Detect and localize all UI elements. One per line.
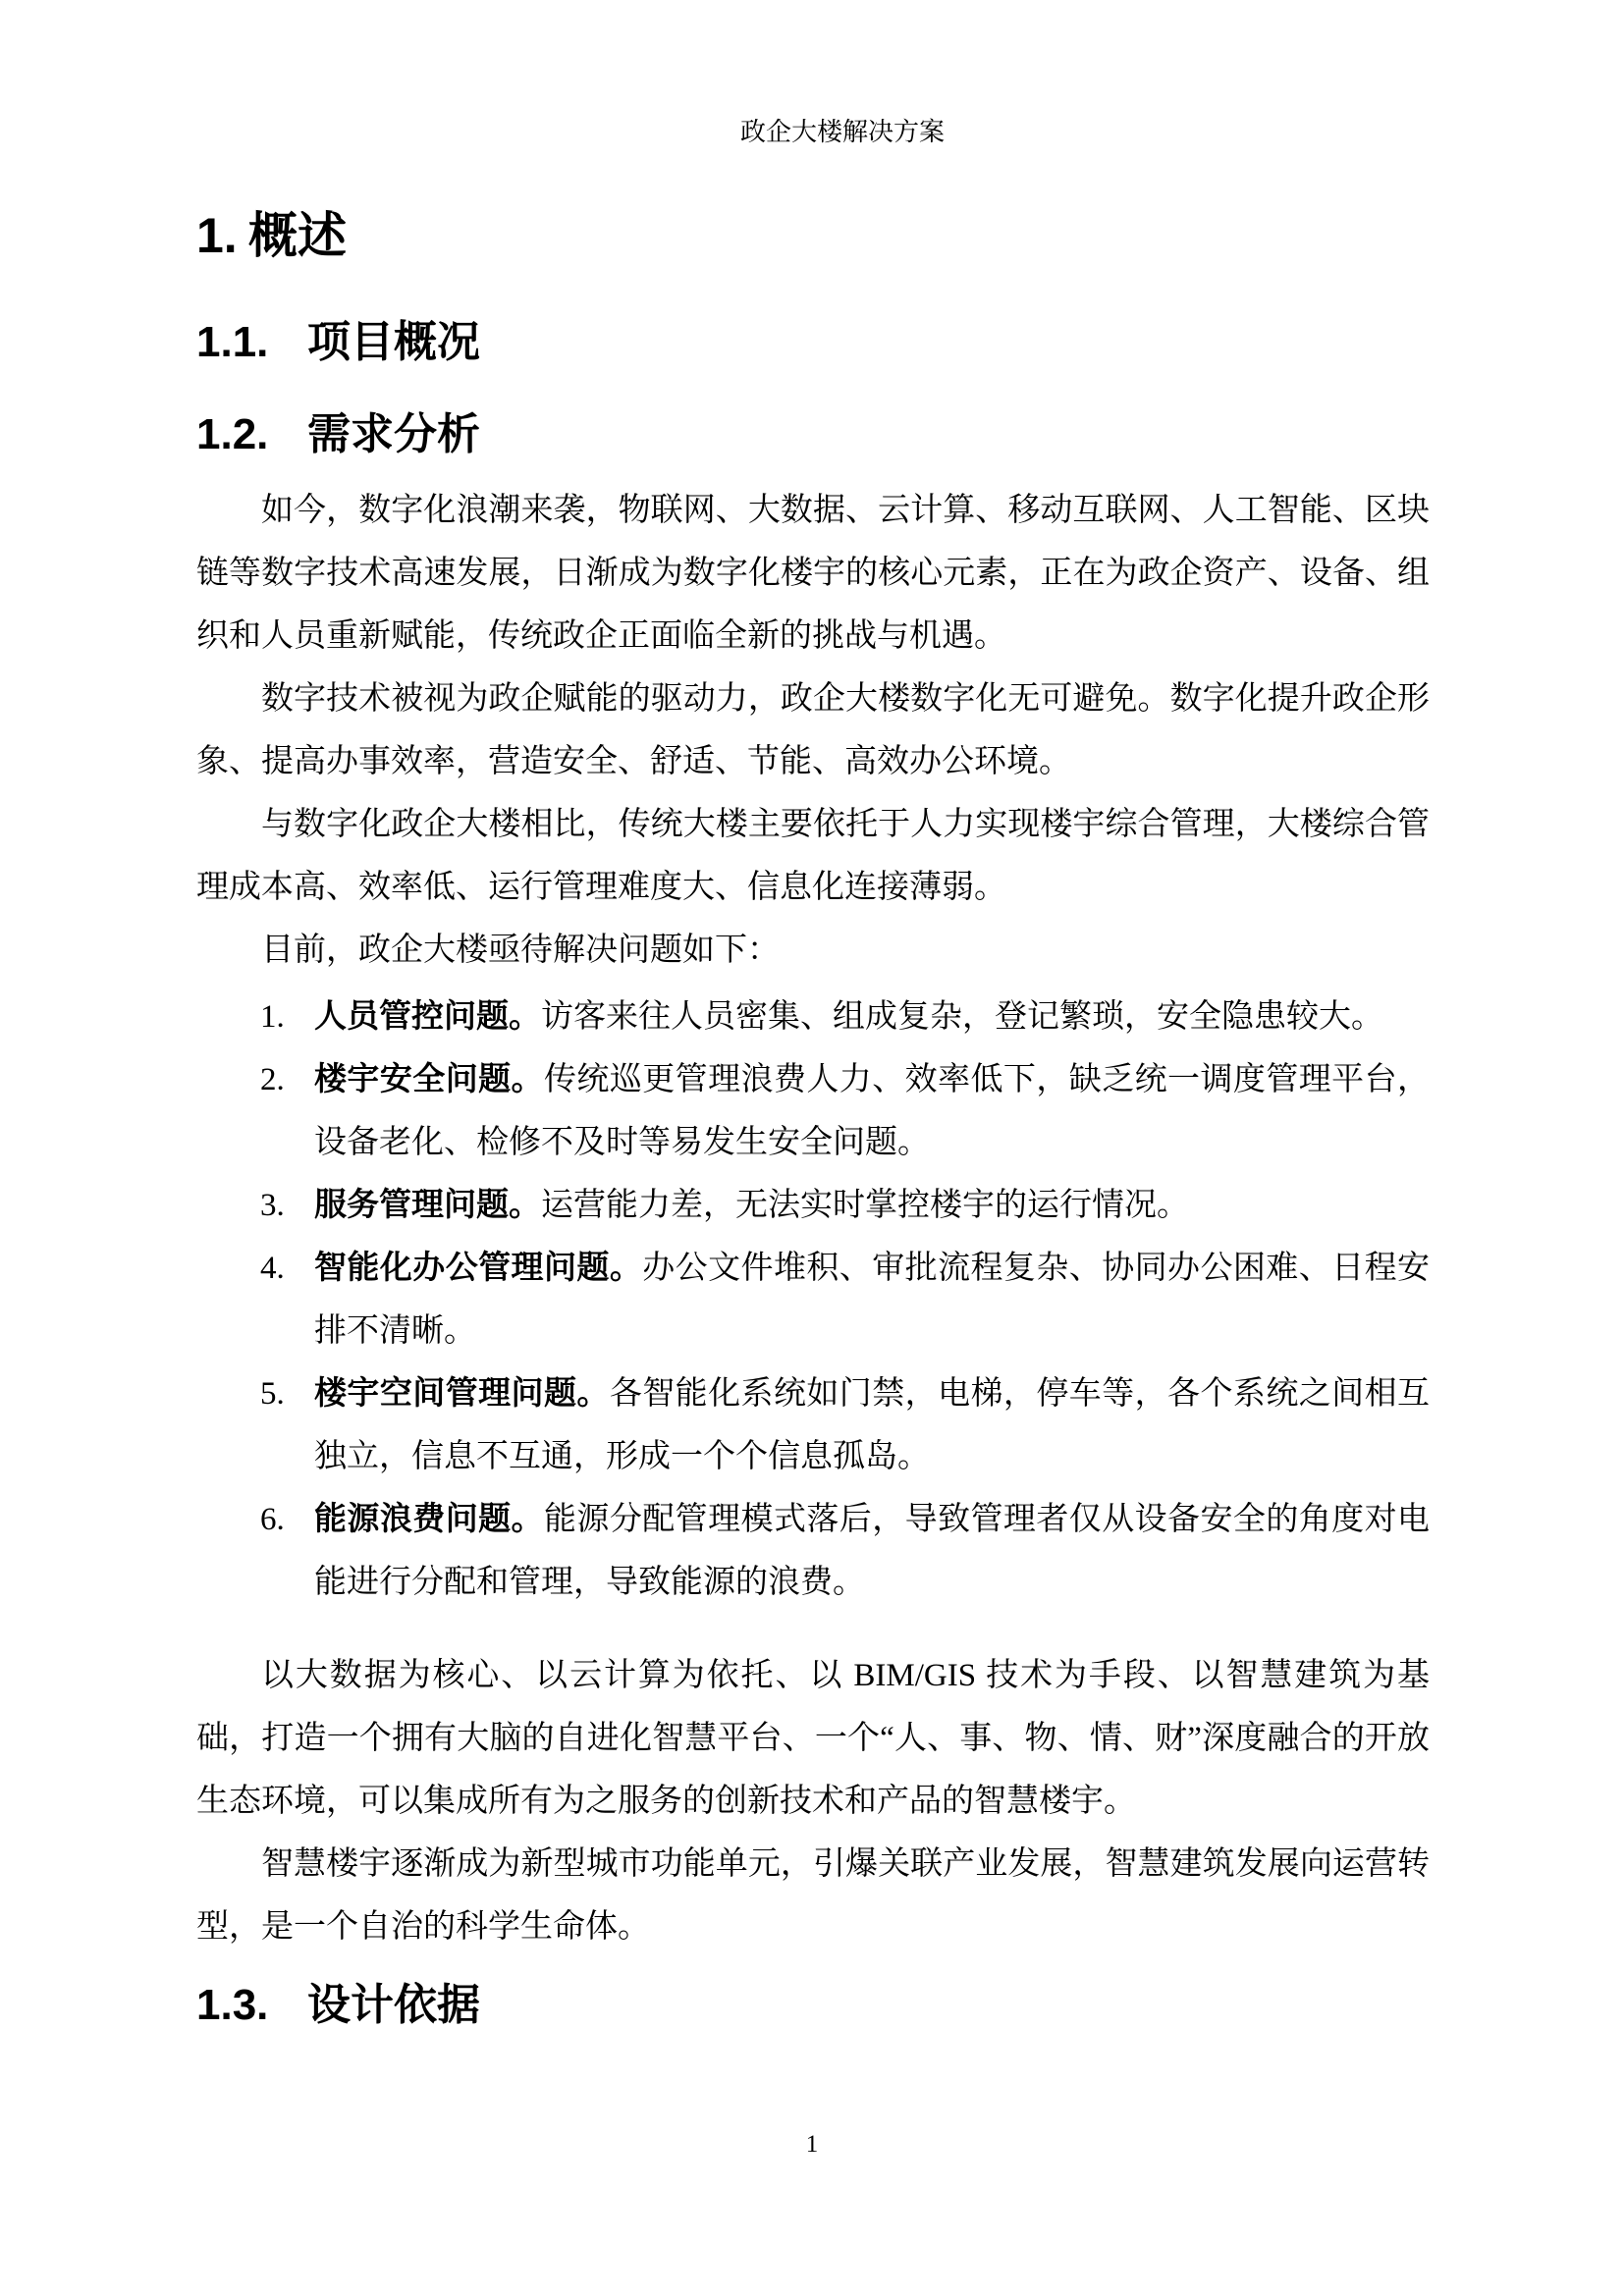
paragraph-smart-platform: 以大数据为核心、以云计算为依托、以 BIM/GIS 技术为手段、以智慧建筑为基础，打造一个拥有大脑的自进化智慧平台、一个“人、事、物、情、财”深度融合的开放生态环境，可以集成所有为之服务的创新技术和产品的智慧楼宇。 [196, 1658, 1430, 1819]
paragraph-digital-driver: 数字技术被视为政企赋能的驱动力，政企大楼数字化无可避免。数字化提升政企形象、提高办事效率，营造安全、舒适、节能、高效办公环境。 [196, 681, 1430, 779]
issue-number: 2. [260, 1062, 285, 1097]
issue-number: 1. [260, 999, 285, 1035]
issue-number: 5. [260, 1376, 285, 1412]
heading-design-basis-text: 设计依据 [307, 1981, 480, 2029]
paragraph-traditional-building: 与数字化政企大楼相比，传统大楼主要依托于人力实现楼宇综合管理，大楼综合管理成本高、效率低、运行管理难度大、信息化连接薄弱。 [196, 807, 1430, 905]
issue-item-space-management [196, 1362, 1430, 1488]
heading-project-overview-text: 项目概况 [307, 318, 480, 366]
issue-item-service-management [196, 1174, 1430, 1237]
heading-requirements-analysis-text: 需求分析 [307, 410, 480, 458]
heading-project-overview [196, 312, 1430, 373]
heading-design-basis [196, 1975, 1430, 2036]
page-header [0, 120, 1624, 145]
document-content [196, 201, 1430, 2036]
heading-requirements-analysis-number: 1.2. [196, 410, 269, 458]
issue-item-energy-waste [196, 1488, 1430, 1614]
issue-title: 服务管理问题。 [314, 1188, 541, 1223]
issue-item-building-safety [196, 1048, 1430, 1174]
issue-description: 能源分配管理模式落后，导致管理者仅从设备安全的角度对电能进行分配和管理，导致能源的浪费。 [314, 1502, 1431, 1600]
heading-overview-number: 1. [196, 208, 238, 263]
issue-title: 能源浪费问题。 [314, 1502, 544, 1537]
heading-design-basis-number: 1.3. [196, 1981, 269, 2029]
issue-item-smart-office [196, 1237, 1430, 1362]
issue-title: 人员管控问题。 [314, 999, 541, 1035]
issue-number: 4. [260, 1251, 285, 1286]
heading-overview [196, 201, 1430, 270]
issue-item-personnel [196, 986, 1430, 1048]
heading-overview-text: 概述 [248, 208, 347, 263]
page-header-title: 政企大楼解决方案 [739, 118, 945, 146]
paragraph-issues-intro: 目前，政企大楼亟待解决问题如下： [261, 933, 780, 968]
paragraph-digital-wave: 如今，数字化浪潮来袭，物联网、大数据、云计算、移动互联网、人工智能、区块链等数字技术高速发展，日渐成为数字化楼宇的核心元素，正在为政企资产、设备、组织和人员重新赋能，传统政企正面临全新的挑战与机遇。 [196, 493, 1430, 654]
issue-title: 楼宇安全问题。 [314, 1062, 544, 1097]
issue-description: 各智能化系统如门禁，电梯，停车等，各个系统之间相互独立，信息不互通，形成一个个信息孤岛。 [314, 1376, 1431, 1474]
issue-number: 6. [260, 1502, 285, 1537]
page-number: 1 [805, 2131, 819, 2158]
heading-project-overview-number: 1.1. [196, 318, 269, 366]
issue-description: 访客来往人员密集、组成复杂，登记繁琐，安全隐患较大。 [541, 999, 1383, 1035]
heading-requirements-analysis [196, 404, 1430, 465]
page-footer [0, 2132, 1624, 2158]
issue-description: 运营能力差，无法实时掌控楼宇的运行情况。 [541, 1188, 1189, 1223]
issue-description: 办公文件堆积、审批流程复杂、协同办公困难、日程安排不清晰。 [314, 1251, 1431, 1349]
issue-title: 智能化办公管理问题。 [314, 1251, 643, 1286]
issue-title: 楼宇空间管理问题。 [314, 1376, 610, 1412]
issue-description: 传统巡更管理浪费人力、效率低下，缺乏统一调度管理平台，设备老化、检修不及时等易发生安全问题。 [314, 1062, 1431, 1160]
issue-number: 3. [260, 1188, 285, 1223]
paragraph-smart-building-trend: 智慧楼宇逐渐成为新型城市功能单元，引爆关联产业发展，智慧建筑发展向运营转型，是一个自治的科学生命体。 [196, 1846, 1430, 1945]
issues-list [196, 986, 1430, 1614]
